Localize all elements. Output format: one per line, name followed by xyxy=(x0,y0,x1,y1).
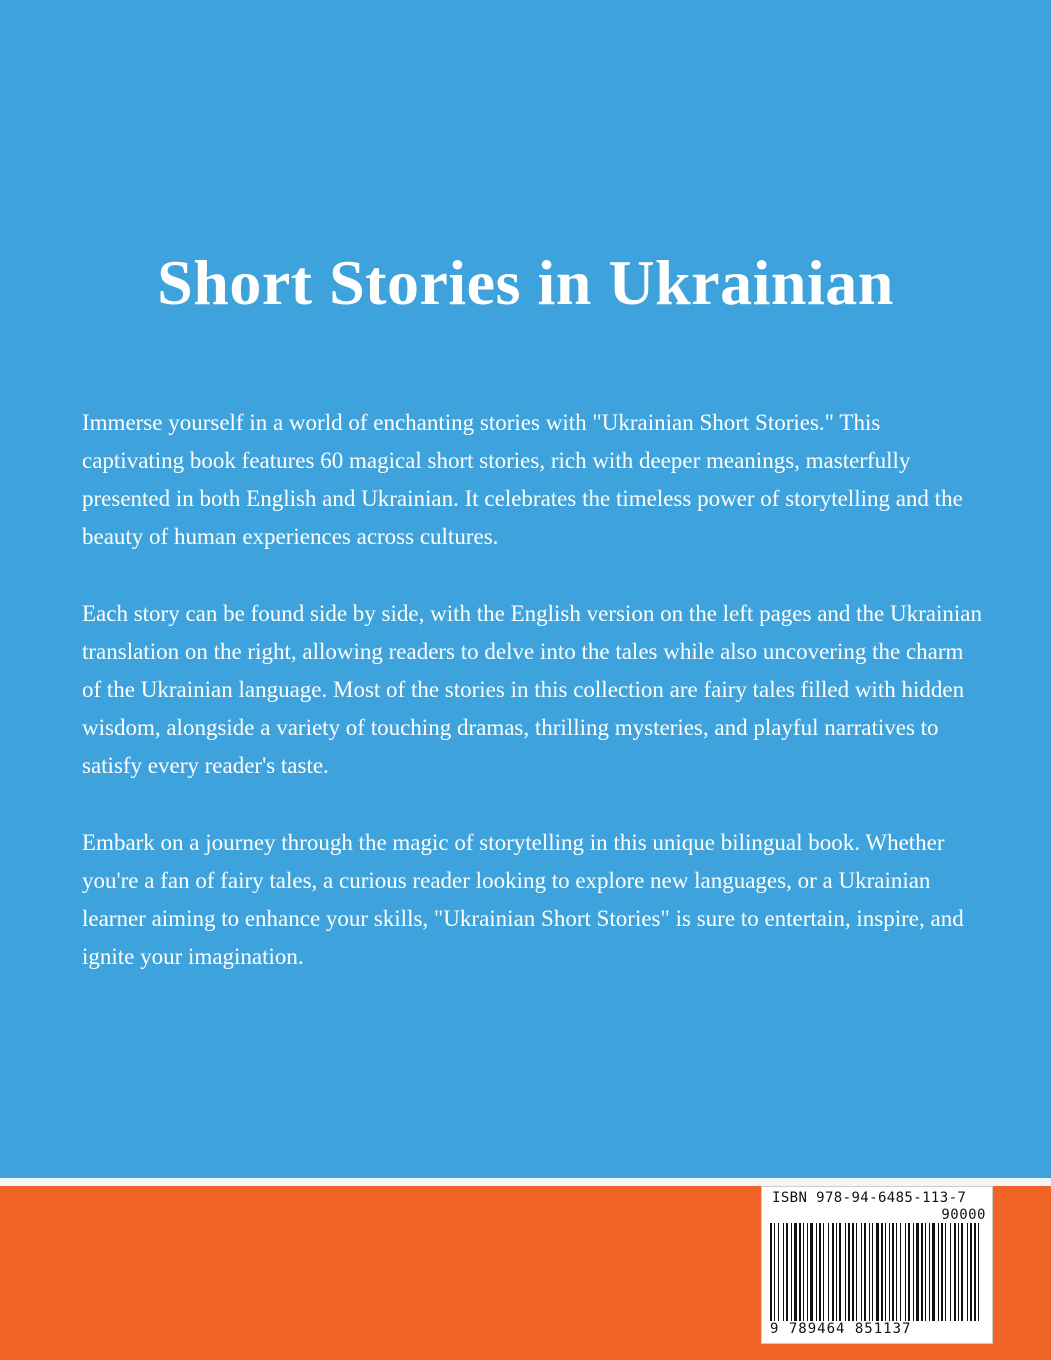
book-title: Short Stories in Ukrainian xyxy=(157,247,894,318)
isbn-label: ISBN 978-94-6485-113-7 xyxy=(772,1190,967,1206)
barcode-digits: 9 789464 851137 xyxy=(770,1321,912,1337)
description-paragraph-3: Embark on a journey through the magic of storytelling in this unique bilingual book. Whether you're a fan of fairy tales, a curious reader looking to explore new languages, or a Ukrainian learner aiming to enhance your skills, "Ukrainian Short Stories" is sure to entertain, inspire, and ignite your imagination. xyxy=(82,830,964,969)
description-paragraph-2: Each story can be found side by side, with the English version on the left pages and the Ukrainian translation on the right, allowing readers to delve into the tales while also uncovering the charm of the Ukrainian language. Most of the stories in this collection are fairy tales filled with hidden wisdom, alongside a variety of touching dramas, thrilling mysteries, and playful narratives to satisfy every reader's taste. xyxy=(82,601,982,778)
description-paragraph-1: Immerse yourself in a world of enchanting stories with "Ukrainian Short Stories." This captivating book features 60 magical short stories, rich with deeper meanings, masterfully presented in both English and Ukrainian. It celebrates the timeless power of storytelling and the beauty of human experiences across cultures. xyxy=(82,410,963,549)
price-addon-code: 90000 xyxy=(941,1207,986,1223)
barcode-bars-icon xyxy=(770,1223,984,1321)
band-divider xyxy=(0,1178,1051,1186)
isbn-barcode xyxy=(761,1186,993,1344)
book-description xyxy=(82,404,982,1015)
